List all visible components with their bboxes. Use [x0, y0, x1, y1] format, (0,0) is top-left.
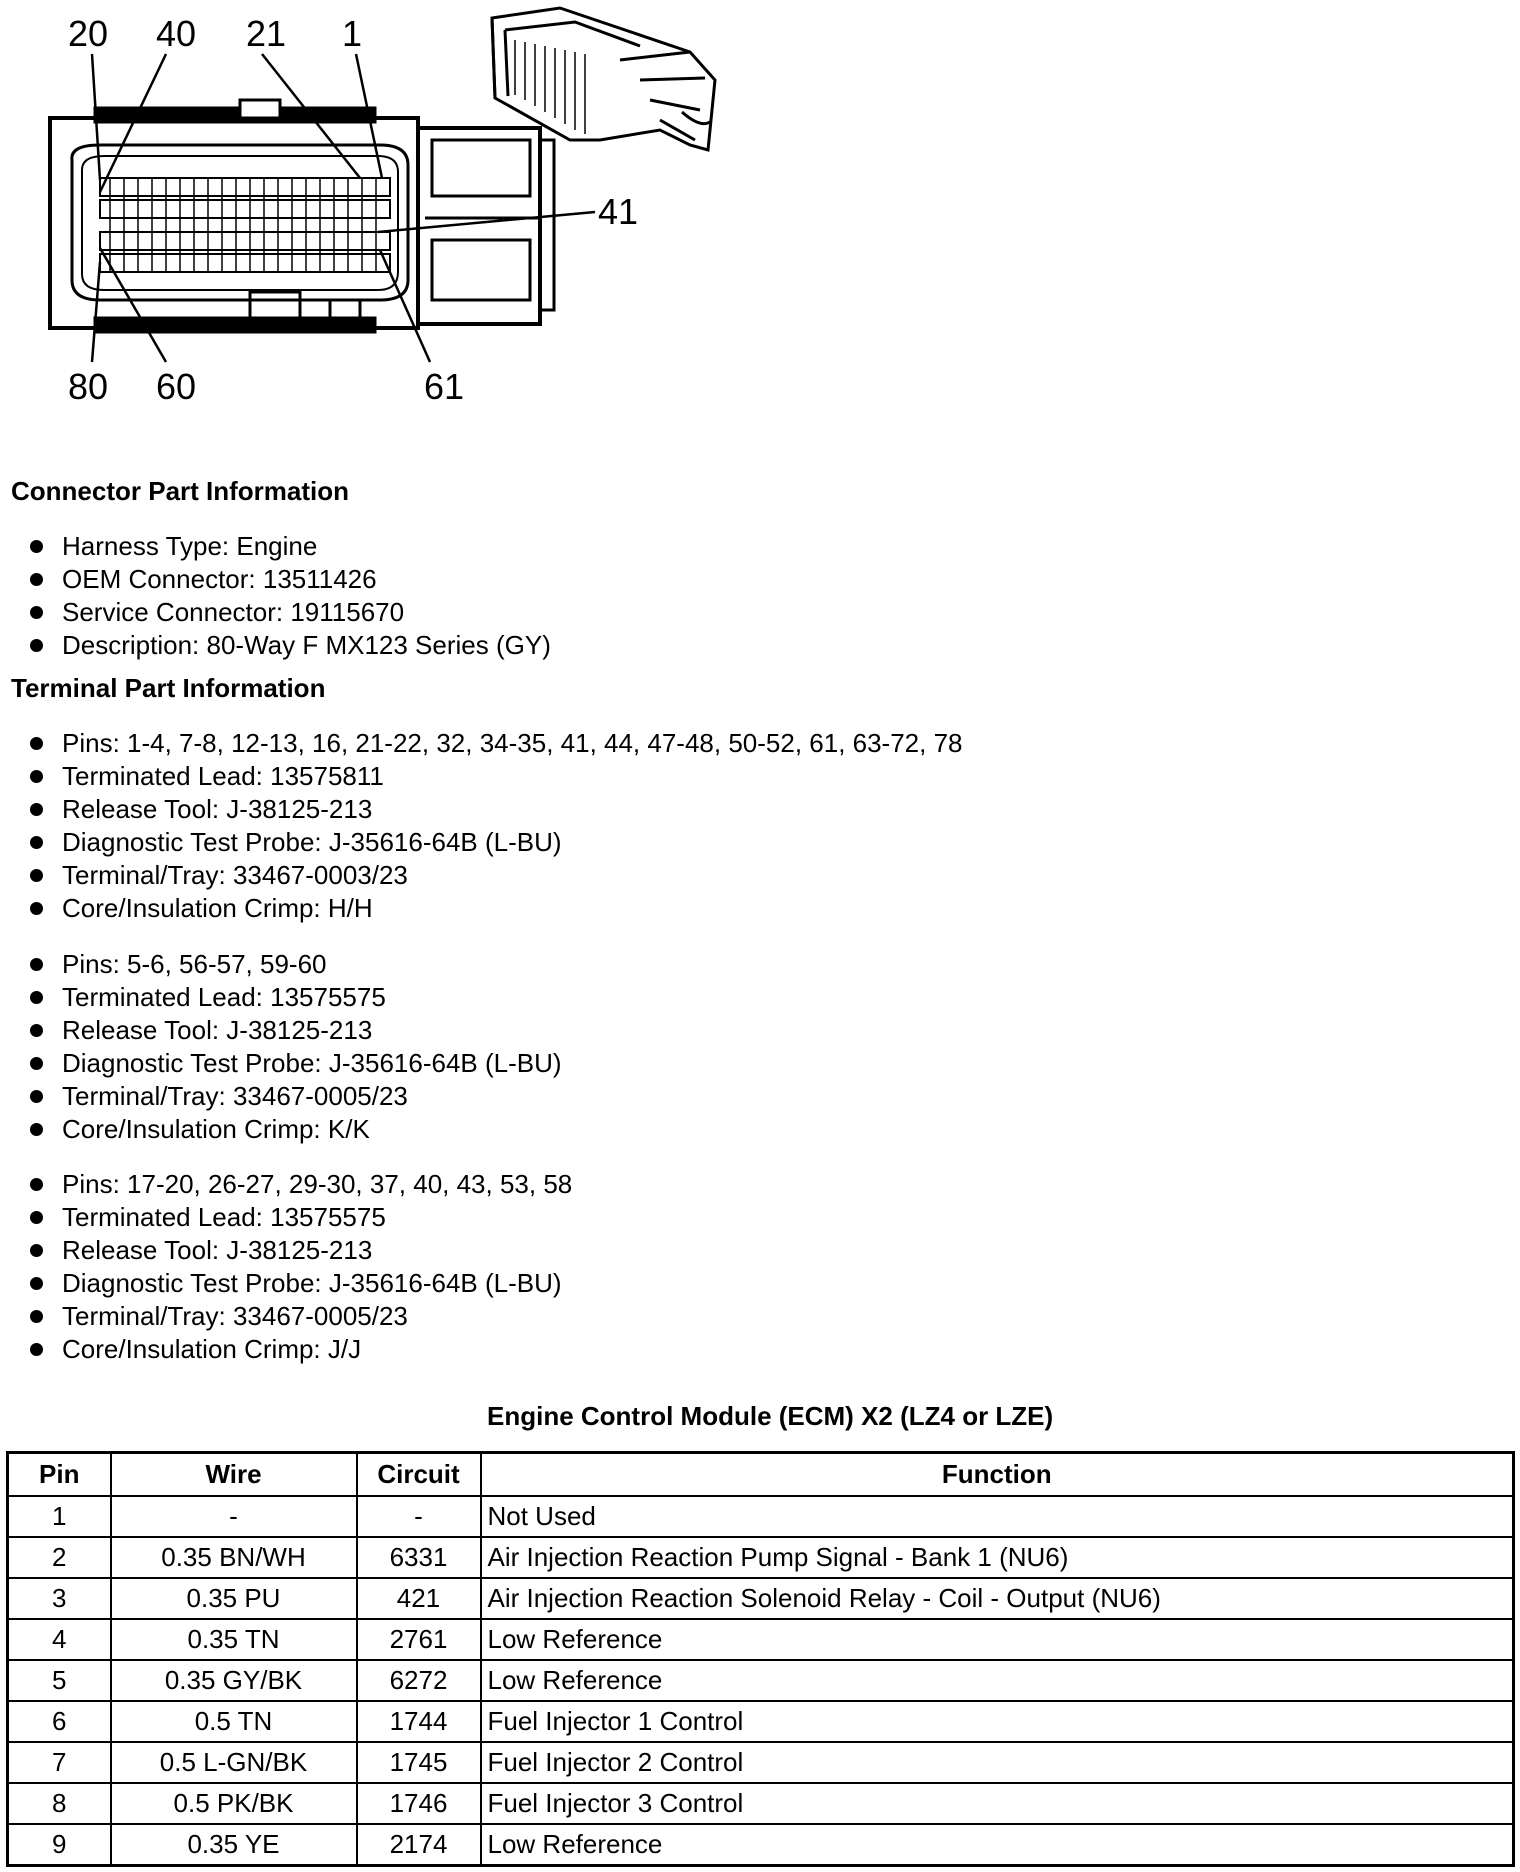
- header-circuit: Circuit: [357, 1453, 481, 1497]
- list-item: Terminal/Tray: 33467-0005/23: [0, 1300, 572, 1333]
- list-item: Pins: 5-6, 56-57, 59-60: [0, 948, 562, 981]
- connector-diagram: [0, 0, 760, 420]
- list-item: Pins: 17-20, 26-27, 29-30, 37, 40, 43, 53, 58: [0, 1168, 572, 1201]
- cell-function: Low Reference: [481, 1660, 1514, 1701]
- list-item: Release Tool: J-38125-213: [0, 1014, 562, 1047]
- pin-label-1: 1: [342, 13, 363, 54]
- list-item: Harness Type: Engine: [0, 530, 551, 563]
- table-row: [8, 1824, 1514, 1866]
- cell-circuit: 1746: [357, 1783, 481, 1824]
- cell-circuit: -: [357, 1496, 481, 1537]
- cell-wire: 0.35 PU: [111, 1578, 357, 1619]
- list-item: Core/Insulation Crimp: J/J: [0, 1333, 572, 1366]
- list-item: Pins: 1-4, 7-8, 12-13, 16, 21-22, 32, 34-35, 41, 44, 47-48, 50-52, 61, 63-72, 78: [0, 727, 963, 760]
- cell-circuit: 1744: [357, 1701, 481, 1742]
- pin-label-60: 60: [156, 366, 197, 407]
- list-item: Core/Insulation Crimp: H/H: [0, 892, 963, 925]
- cell-function: Fuel Injector 2 Control: [481, 1742, 1514, 1783]
- pin-label-40: 40: [156, 13, 197, 54]
- cell-function: Air Injection Reaction Pump Signal - Bank 1 (NU6): [481, 1537, 1514, 1578]
- list-item: Terminal/Tray: 33467-0005/23: [0, 1080, 562, 1113]
- pin-label-21: 21: [246, 13, 287, 54]
- cell-wire: 0.35 YE: [111, 1824, 357, 1866]
- list-item: Terminal/Tray: 33467-0003/23: [0, 859, 963, 892]
- cell-function: Not Used: [481, 1496, 1514, 1537]
- cell-wire: -: [111, 1496, 357, 1537]
- table-title: Engine Control Module (ECM) X2 (LZ4 or LZE): [487, 1401, 1054, 1431]
- cell-pin: 3: [8, 1578, 111, 1619]
- connector-face: [50, 100, 554, 332]
- cell-function: Fuel Injector 1 Control: [481, 1701, 1514, 1742]
- list-item: Diagnostic Test Probe: J-35616-64B (L-BU): [0, 826, 963, 859]
- cell-wire: 0.5 L-GN/BK: [111, 1742, 357, 1783]
- cell-pin: 7: [8, 1742, 111, 1783]
- cell-pin: 5: [8, 1660, 111, 1701]
- cell-pin: 2: [8, 1537, 111, 1578]
- cell-wire: 0.35 GY/BK: [111, 1660, 357, 1701]
- list-item: Release Tool: J-38125-213: [0, 793, 963, 826]
- list-item: OEM Connector: 13511426: [0, 563, 551, 596]
- terminal-group-2: [0, 948, 562, 1146]
- table-row: [8, 1619, 1514, 1660]
- terminal-group-1: [0, 727, 963, 925]
- cell-circuit: 421: [357, 1578, 481, 1619]
- table-row: [8, 1742, 1514, 1783]
- cell-circuit: 6331: [357, 1537, 481, 1578]
- list-item: Terminated Lead: 13575811: [0, 760, 963, 793]
- cell-function: Fuel Injector 3 Control: [481, 1783, 1514, 1824]
- cell-circuit: 2761: [357, 1619, 481, 1660]
- list-item: Terminated Lead: 13575575: [0, 1201, 572, 1234]
- header-wire: Wire: [111, 1453, 357, 1497]
- cell-circuit: 6272: [357, 1660, 481, 1701]
- cell-circuit: 1745: [357, 1742, 481, 1783]
- table-row: [8, 1701, 1514, 1742]
- list-item: Release Tool: J-38125-213: [0, 1234, 572, 1267]
- list-item: Service Connector: 19115670: [0, 596, 551, 629]
- cell-function: Air Injection Reaction Solenoid Relay - Coil - Output (NU6): [481, 1578, 1514, 1619]
- connector-info-title: Connector Part Information: [11, 476, 350, 506]
- header-function: Function: [481, 1453, 1514, 1497]
- terminal-info-title: Terminal Part Information: [11, 673, 326, 703]
- connector-info-list: [0, 530, 551, 662]
- pin-label-80: 80: [68, 366, 109, 407]
- pin-label-61: 61: [424, 366, 465, 407]
- cell-pin: 8: [8, 1783, 111, 1824]
- cell-function: Low Reference: [481, 1824, 1514, 1866]
- terminal-group-3: [0, 1168, 572, 1366]
- cell-circuit: 2174: [357, 1824, 481, 1866]
- list-item: Description: 80-Way F MX123 Series (GY): [0, 629, 551, 662]
- table-row: [8, 1578, 1514, 1619]
- cell-wire: 0.35 BN/WH: [111, 1537, 357, 1578]
- table-row: [8, 1783, 1514, 1824]
- table-row: [8, 1496, 1514, 1537]
- cell-pin: 1: [8, 1496, 111, 1537]
- table-row: [8, 1660, 1514, 1701]
- header-pin: Pin: [8, 1453, 111, 1497]
- cell-wire: 0.5 TN: [111, 1701, 357, 1742]
- table-header-row: [8, 1453, 1514, 1497]
- table-row: [8, 1537, 1514, 1578]
- cell-pin: 4: [8, 1619, 111, 1660]
- list-item: Diagnostic Test Probe: J-35616-64B (L-BU): [0, 1047, 562, 1080]
- pinout-table: [6, 1451, 1515, 1867]
- cell-wire: 0.35 TN: [111, 1619, 357, 1660]
- cell-pin: 6: [8, 1701, 111, 1742]
- pin-label-41: 41: [598, 191, 639, 232]
- cell-pin: 9: [8, 1824, 111, 1866]
- list-item: Core/Insulation Crimp: K/K: [0, 1113, 562, 1146]
- pin-label-20: 20: [68, 13, 109, 54]
- cell-wire: 0.5 PK/BK: [111, 1783, 357, 1824]
- cell-function: Low Reference: [481, 1619, 1514, 1660]
- list-item: Diagnostic Test Probe: J-35616-64B (L-BU): [0, 1267, 572, 1300]
- list-item: Terminated Lead: 13575575: [0, 981, 562, 1014]
